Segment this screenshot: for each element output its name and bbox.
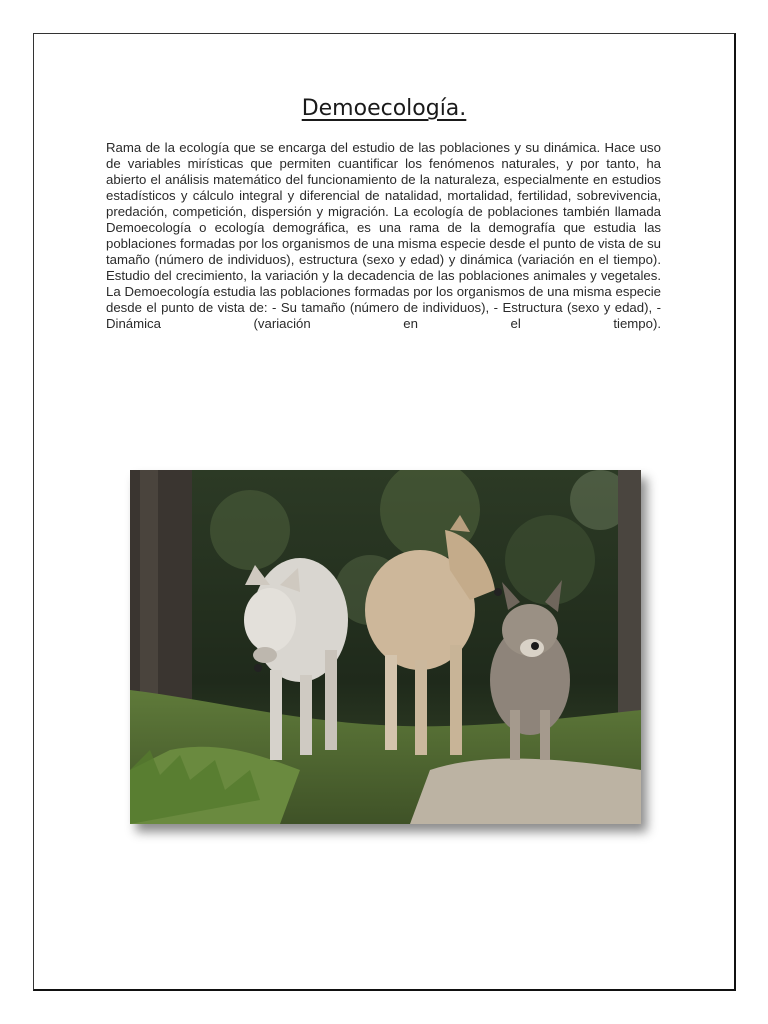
document-title: Demoecología. xyxy=(301,96,467,121)
wolves-photo-illustration xyxy=(130,470,641,824)
document-page xyxy=(33,33,736,991)
wolves-photo xyxy=(130,470,641,824)
document-paragraph: Rama de la ecología que se encarga del estudio de las poblaciones y su dinámica. Hace uso de variables mirísticas que permiten cuantificar los fenómenos naturales, y por tanto, ha abierto el análisis matemático del funcionamiento de la naturaleza, especialmente en estudios estadísticos y cálculo integral y diferencial de natalidad, mortalidad, fertilidad, sobrevivencia, predación, competición, dispersión y migración. La ecología de poblaciones también llamada Demoecología o ecología demográfica, es una rama de la demografía que estudia las poblaciones formadas por los organismos de una misma especie desde el punto de vista de su tamaño (número de individuos), estructura (sexo y edad) y dinámica (variación en el tiempo). Estudio del crecimiento, la variación y la decadencia de las poblaciones animales y vegetales. La Demoecología estudia las poblaciones formadas por los organismos de una misma especie desde el punto de vista de: - Su tamaño (número de individuos), - Estructura (sexo y edad), - Dinámica (variación en el tiempo). xyxy=(106,140,661,331)
